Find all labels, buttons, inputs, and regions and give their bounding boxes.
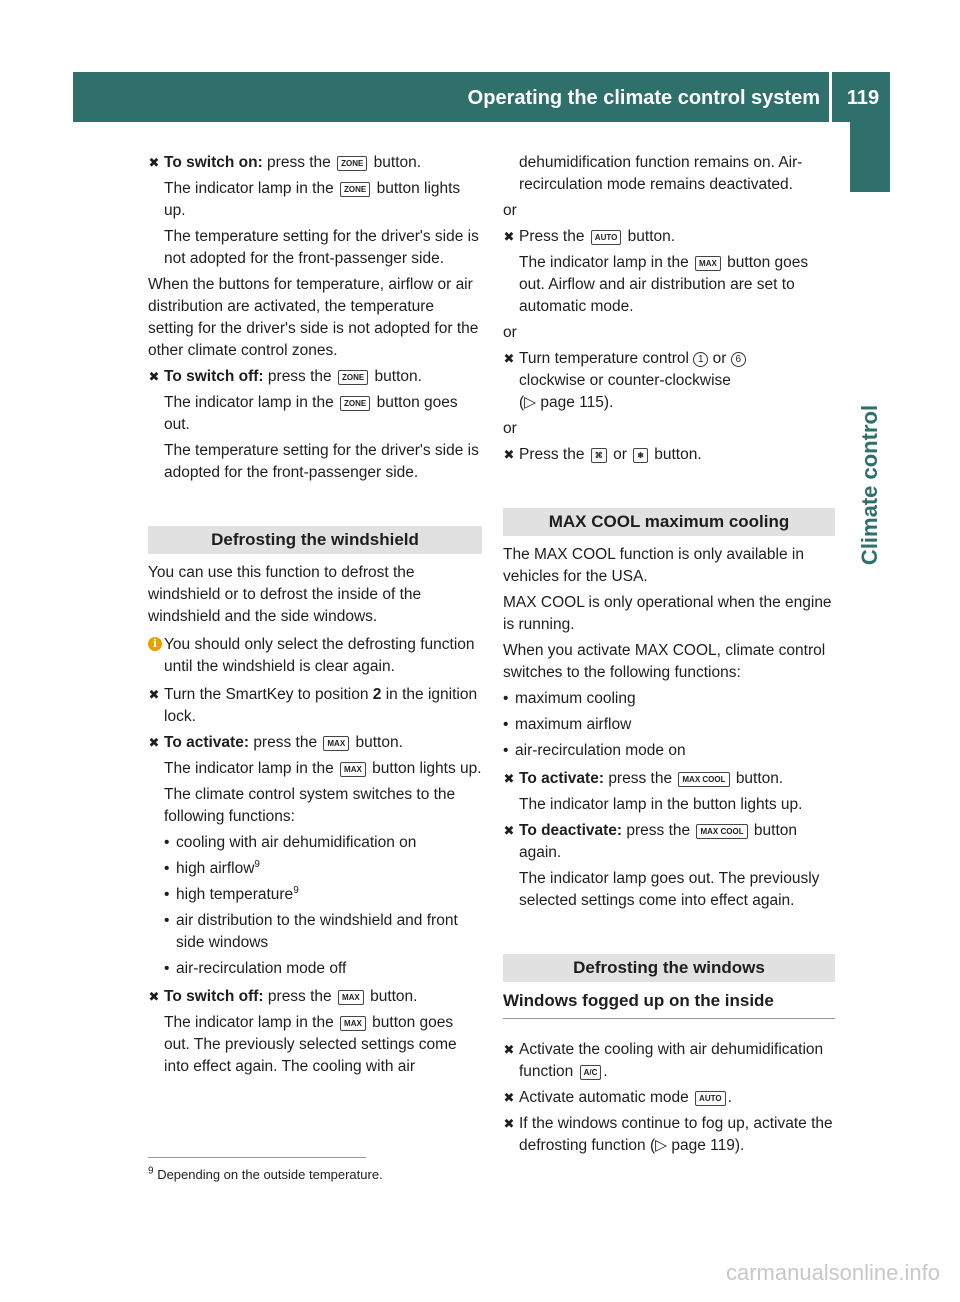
- header-divider: [829, 72, 832, 122]
- step-lead: To deactivate:: [519, 822, 623, 839]
- bullet-icon: •: [164, 886, 170, 903]
- list-item: [164, 958, 482, 980]
- list-item-text: high temperature: [176, 886, 294, 903]
- bullet-list: [503, 688, 835, 762]
- footnote-ref: 9: [293, 884, 299, 896]
- step-text: Activate the cooling with air dehumidification function: [519, 1041, 824, 1080]
- step-bold: 2: [372, 686, 382, 703]
- step-text: in the ignition lock.: [164, 686, 478, 725]
- airflow-down-button-icon: ❄: [633, 448, 648, 463]
- step-text: Press the: [519, 446, 585, 463]
- step-detail: The temperature setting for the driver's side is adopted for the front-passenger side.: [164, 442, 479, 481]
- step-arrow-icon: ✖: [503, 229, 515, 244]
- chapter-label: Climate control: [857, 404, 882, 566]
- step-text: Turn the SmartKey to position: [164, 686, 369, 703]
- step-text: press the: [267, 988, 332, 1005]
- step-auto: [503, 226, 835, 248]
- list-item-text: maximum cooling: [515, 690, 636, 707]
- watermark: carmanualsonline.info: [725, 1260, 940, 1285]
- zone-button-icon: ZONE: [340, 182, 370, 197]
- step-deactivate-maxcool: [503, 820, 835, 864]
- step-activate-maxcool: [503, 768, 835, 790]
- defrost-max-button-icon: MAX: [323, 736, 349, 751]
- step-text: press the: [626, 822, 691, 839]
- detail-text: button goes out.: [164, 394, 458, 433]
- step-arrow-icon: ✖: [148, 989, 160, 1004]
- step-arrow-icon: ✖: [503, 823, 515, 838]
- chapter-tab: [850, 122, 890, 192]
- step-text: Turn temperature control: [519, 350, 690, 367]
- step-text: Activate automatic mode: [519, 1089, 689, 1106]
- step-text: or: [712, 350, 727, 367]
- step-text: Press the: [519, 228, 585, 245]
- step-defrost-fallback: [503, 1113, 835, 1157]
- step-detail: [148, 178, 482, 222]
- step-text: press the: [253, 734, 318, 751]
- step-text: If the windows continue to fog up, activate the defrosting function (▷ page 119).: [519, 1115, 833, 1154]
- step-smartkey: [148, 684, 482, 728]
- step-detail: [148, 758, 482, 780]
- list-item-text: air-recirculation mode on: [515, 742, 686, 759]
- section-heading: Defrosting the windshield: [148, 526, 482, 554]
- step-arrow-icon: ✖: [503, 1042, 515, 1057]
- step-temp-control: [503, 348, 835, 414]
- footnote: [148, 1164, 383, 1186]
- footnote-number: 9: [148, 1165, 154, 1177]
- bullet-icon: •: [503, 690, 509, 707]
- step-detail: The indicator lamp in the button lights up.: [519, 796, 803, 813]
- step-text: or: [613, 446, 627, 463]
- step-lead: To activate:: [164, 734, 249, 751]
- section-heading: MAX COOL maximum cooling: [503, 508, 835, 536]
- bullet-icon: •: [503, 742, 509, 759]
- list-item-text: high airflow: [176, 860, 255, 877]
- step-arrow-icon: ✖: [503, 771, 515, 786]
- list-item: [164, 910, 482, 954]
- or-separator: or: [503, 202, 517, 219]
- step-text: button again.: [519, 822, 797, 861]
- continued-text: dehumidification function remains on. Air-recirculation mode remains deactivated.: [519, 154, 803, 193]
- zone-button-icon: ZONE: [337, 156, 367, 171]
- step-text: button.: [654, 446, 702, 463]
- step-lead: To switch on:: [164, 154, 263, 171]
- paragraph: The MAX COOL function is only available in vehicles for the USA.: [503, 546, 804, 585]
- footnote-divider: [148, 1157, 366, 1158]
- defrost-max-button-icon: MAX: [340, 1016, 366, 1031]
- list-item: [164, 858, 482, 880]
- ac-button-icon: A/C: [580, 1065, 602, 1080]
- step-detail: [148, 392, 482, 436]
- auto-button-icon: AUTO: [591, 230, 622, 245]
- footnote-text: Depending on the outside temperature.: [157, 1167, 383, 1182]
- max-cool-button-icon: MAX COOL: [696, 824, 747, 839]
- info-icon: i: [148, 637, 162, 651]
- step-text: button.: [373, 154, 422, 171]
- step-detail: The temperature setting for the driver's side is not adopted for the front-passenger side.: [164, 228, 479, 267]
- list-item-text: air-recirculation mode off: [176, 960, 347, 977]
- list-item: [164, 884, 482, 906]
- airflow-up-button-icon: ⌘: [591, 448, 607, 463]
- step-text: .: [603, 1063, 608, 1080]
- auto-button-icon: AUTO: [695, 1091, 726, 1106]
- step-lead: To activate:: [519, 770, 604, 787]
- left-column: [148, 152, 482, 1082]
- paragraph: When the buttons for temperature, airflow or air distribution are activated, the temperature setting for the driver's side is not adopted for the other climate control zones.: [148, 276, 479, 359]
- detail-text: The indicator lamp in the: [164, 1014, 334, 1031]
- step-arrow-icon: ✖: [503, 351, 515, 366]
- list-item-text: air distribution to the windshield and front side windows: [176, 912, 458, 951]
- page-reference[interactable]: (▷ page 115).: [519, 394, 614, 411]
- list-item: [503, 740, 835, 762]
- footnote-ref: 9: [254, 858, 260, 870]
- list-item: [503, 688, 835, 710]
- step-arrow-icon: ✖: [148, 155, 160, 170]
- info-note: [148, 634, 482, 678]
- step-activate-auto: [503, 1087, 835, 1109]
- step-detail: The indicator lamp goes out. The previously selected settings come into effect again.: [519, 870, 820, 909]
- bullet-icon: •: [503, 716, 509, 733]
- step-detail: [503, 252, 835, 318]
- step-arrow-icon: ✖: [503, 1116, 515, 1131]
- step-text: clockwise or counter-clockwise: [519, 372, 731, 389]
- step-activate: [148, 732, 482, 754]
- detail-text: The indicator lamp in the: [519, 254, 689, 271]
- detail-text: The indicator lamp in the: [164, 760, 334, 777]
- detail-text: button lights up.: [164, 180, 461, 219]
- step-switch-on: [148, 152, 482, 174]
- step-text: press the: [267, 154, 331, 171]
- list-item-text: cooling with air dehumidification on: [176, 834, 417, 851]
- step-text: press the: [608, 770, 673, 787]
- detail-text: The indicator lamp in the: [164, 180, 334, 197]
- callout-6-icon: 6: [731, 352, 746, 367]
- max-cool-button-icon: MAX COOL: [678, 772, 729, 787]
- step-arrow-icon: ✖: [503, 447, 515, 462]
- step-arrow-icon: ✖: [148, 735, 160, 750]
- step-switch-off-defrost: [148, 986, 482, 1008]
- list-item-text: maximum airflow: [515, 716, 632, 733]
- step-detail: [148, 1012, 482, 1078]
- callout-1-icon: 1: [693, 352, 708, 367]
- step-text: .: [727, 1089, 732, 1106]
- paragraph: MAX COOL is only operational when the engine is running.: [503, 594, 832, 633]
- page-number: 119: [846, 87, 880, 109]
- detail-text: button goes out. The previously selected settings come into effect again. The cooling with air: [164, 1014, 457, 1075]
- step-text: button.: [370, 988, 418, 1005]
- step-lead: To switch off:: [164, 368, 264, 385]
- step-airflow: [503, 444, 835, 466]
- step-lead: To switch off:: [164, 988, 264, 1005]
- paragraph: You can use this function to defrost the windshield or to defrost the inside of the windshield and the side windows.: [148, 564, 422, 625]
- sub-heading: Windows fogged up on the inside: [503, 990, 835, 1019]
- step-text: press the: [267, 368, 332, 385]
- paragraph: When you activate MAX COOL, climate control switches to the following functions:: [503, 642, 826, 681]
- step-text: button.: [627, 228, 676, 245]
- bullet-icon: •: [164, 834, 170, 851]
- bullet-icon: •: [164, 912, 170, 929]
- bullet-icon: •: [164, 960, 170, 977]
- defrost-max-button-icon: MAX: [695, 256, 721, 271]
- or-separator: or: [503, 420, 517, 437]
- step-text: button.: [355, 734, 403, 751]
- detail-text: button lights up.: [372, 760, 482, 777]
- step-detail: The climate control system switches to the following functions:: [164, 786, 456, 825]
- zone-button-icon: ZONE: [340, 396, 370, 411]
- step-arrow-icon: ✖: [503, 1090, 515, 1105]
- step-activate-cooling: [503, 1039, 835, 1083]
- step-arrow-icon: ✖: [148, 369, 160, 384]
- zone-button-icon: ZONE: [338, 370, 368, 385]
- section-heading: Defrosting the windows: [503, 954, 835, 982]
- detail-text: The indicator lamp in the: [164, 394, 334, 411]
- list-item: [164, 832, 482, 854]
- defrost-max-button-icon: MAX: [338, 990, 364, 1005]
- or-separator: or: [503, 324, 517, 341]
- step-arrow-icon: ✖: [148, 687, 160, 702]
- defrost-max-button-icon: MAX: [340, 762, 366, 777]
- right-column: [503, 152, 835, 1161]
- bullet-icon: •: [164, 860, 170, 877]
- step-text: button.: [374, 368, 422, 385]
- info-text: You should only select the defrosting function until the windshield is clear again.: [164, 636, 475, 675]
- detail-text: button goes out. Airflow and air distribution are set to automatic mode.: [519, 254, 809, 315]
- page-title: Operating the climate control system: [467, 87, 820, 109]
- bullet-list: [148, 832, 482, 980]
- step-text: button.: [735, 770, 784, 787]
- step-switch-off: [148, 366, 482, 388]
- list-item: [503, 714, 835, 736]
